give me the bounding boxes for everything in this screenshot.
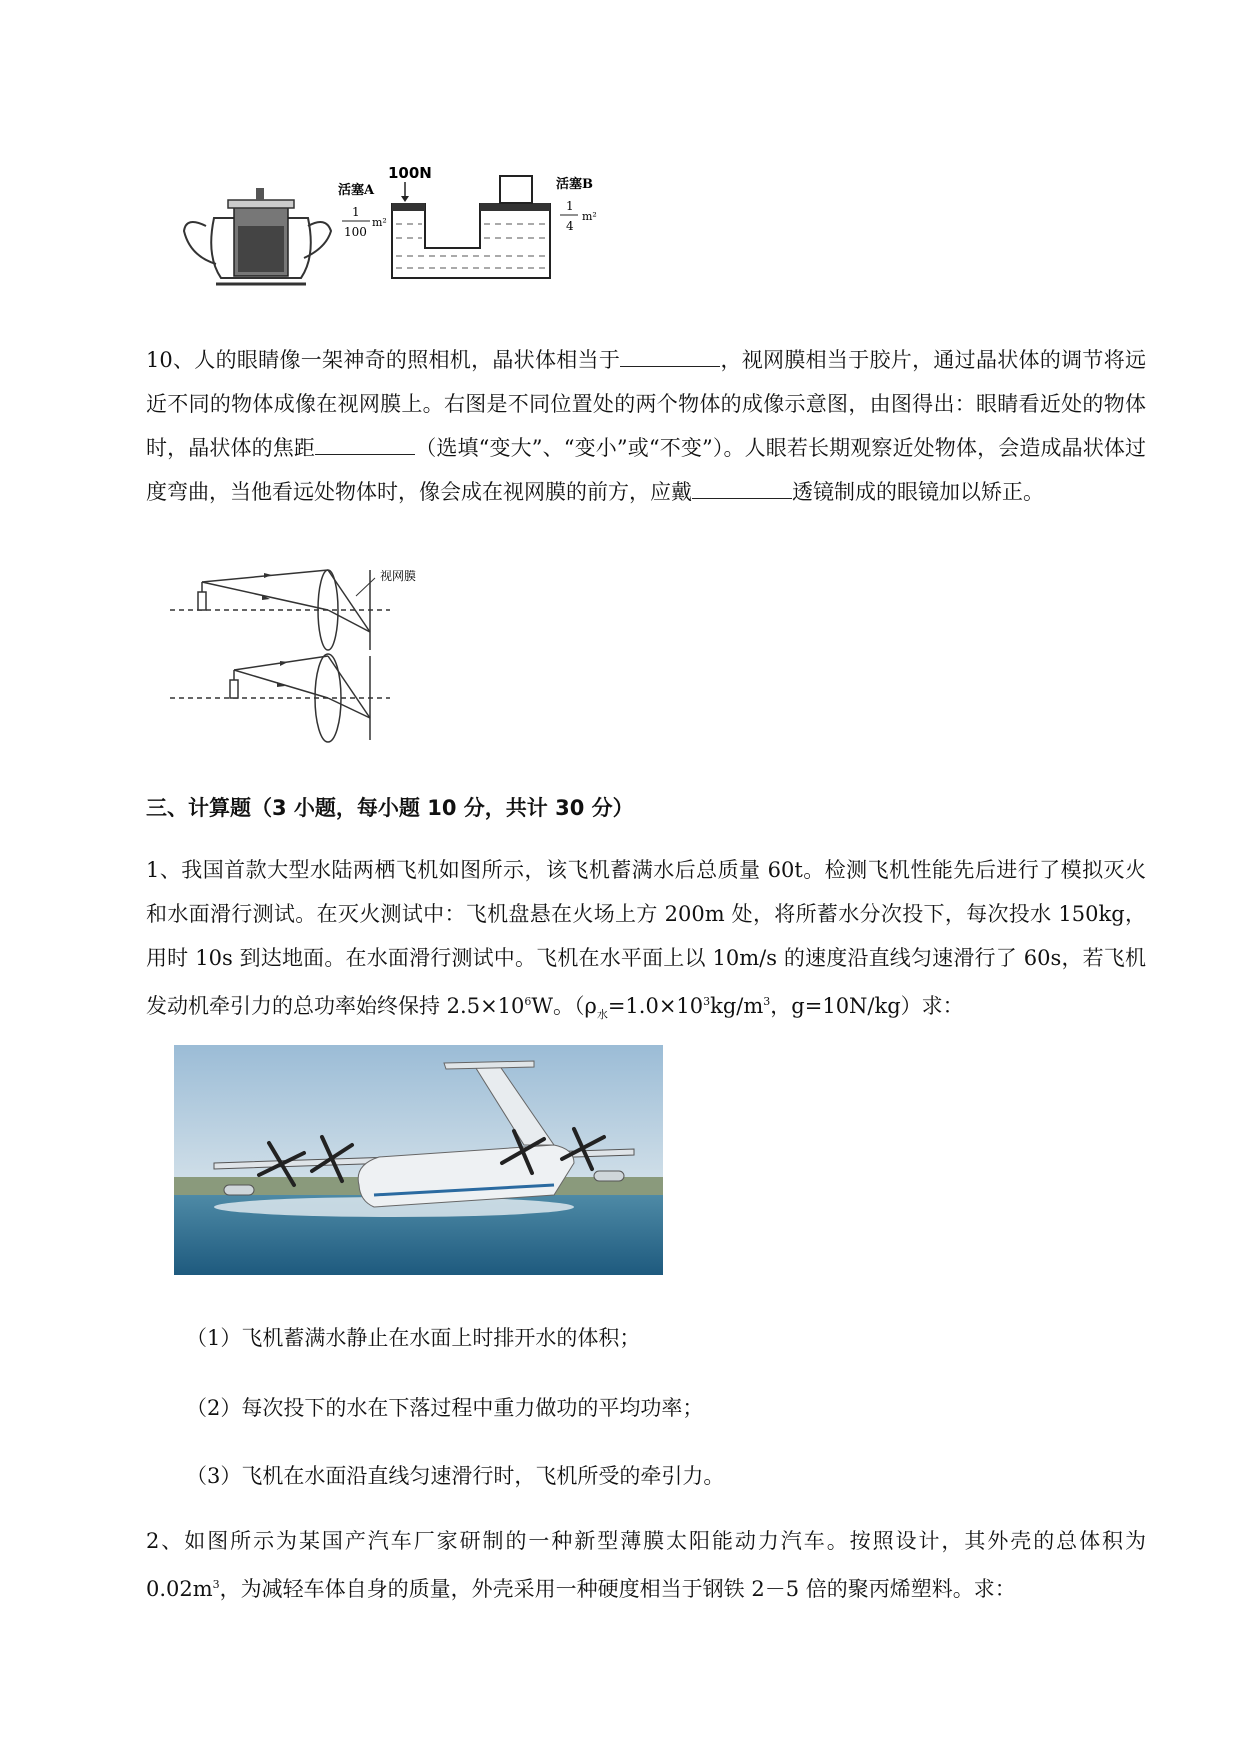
eye-ray-diagram	[170, 568, 430, 748]
q2-text-1: 2、如图所示为某国产汽车厂家研制的一种新型薄膜太阳能动力汽车。按照设计，其外壳的总体积为 0.02m	[146, 1529, 1146, 1601]
q1-sub-1: （1）飞机蓄满水静止在水面上时排开水的体积；	[186, 1326, 641, 1350]
q1-text-2: W。（ρ	[531, 994, 597, 1018]
q2-text-2: ，为减轻车体自身的质量，外壳采用一种硬度相当于钢铁 2－5 倍的聚丙烯塑料。求：	[219, 1577, 1016, 1601]
piston-a-unit: m²	[372, 216, 387, 229]
q10-text-4: 透镜制成的眼镜加以矫正。	[792, 480, 1044, 504]
piston-b-label: 活塞B	[556, 177, 593, 192]
q10-text-2: ，视网膜相当于胶片，通过晶状体的调节将远近不同的物体成像在视网膜上。右图是不同位置处的两个物体的成像示意图，由图得出：眼睛看近处的物体时，晶状体的焦距	[146, 348, 1146, 460]
q10-text-1: 10、人的眼睛像一架神奇的照相机，晶状体相当于	[146, 348, 621, 372]
weight-label: 100N	[388, 164, 432, 182]
q1-text-1: 1、我国首款大型水陆两栖飞机如图所示，该飞机蓄满水后总质量 60t。检测飞机性能先后进行了模拟灭火和水面滑行测试。在灭火测试中：飞机盘悬在火场上方 200m 处，将所蓄水分次投下，每次投水 150kg，用时 10s 到达地面。在水面滑行测试中。飞机在水平面上以 10m/s 的速度沿直线匀速滑行了 60s，若飞机发动机牵引力的总功率始终保持 2.5×10	[146, 858, 1146, 1018]
piston-b-weight	[500, 176, 532, 203]
seaplane-photo	[174, 1045, 663, 1275]
piston-a-area-num: 1	[352, 205, 360, 219]
q1-sub-2: （2）每次投下的水在下落过程中重力做功的平均功率；	[186, 1396, 704, 1420]
piston-b-unit: m²	[582, 210, 597, 223]
question-1	[146, 848, 1146, 1037]
q1-text-3: =1.0×10	[607, 994, 704, 1018]
piston-b-area-num: 1	[566, 199, 574, 213]
hydraulic-figure	[330, 158, 620, 298]
q1-text-5: ，g=10N/kg）求：	[770, 994, 964, 1018]
retina-label: 视网膜	[380, 569, 417, 583]
answer-blank-1[interactable]	[620, 344, 720, 367]
teapot-figure	[176, 186, 346, 296]
answer-blank-3[interactable]	[692, 476, 792, 499]
question-10	[146, 338, 1146, 514]
question-2	[146, 1519, 1146, 1611]
piston-a	[392, 203, 425, 211]
piston-b	[480, 203, 550, 211]
q1-exp-2: 3	[703, 995, 711, 1008]
answer-blank-2[interactable]	[315, 432, 415, 455]
section-heading: 三、计算题（3 小题，每小题 10 分，共计 30 分）	[146, 796, 634, 820]
q2-exp-1: 3	[212, 1578, 220, 1591]
q1-sub-3: （3）飞机在水面沿直线匀速滑行时，飞机所受的牵引力。	[186, 1464, 725, 1488]
q1-exp-3: 3	[763, 995, 771, 1008]
q1-exp-1: 6	[524, 995, 532, 1008]
q10-text-3: （选填“变大”、“变小”或“不变”）。人眼若长期观察近处物体，会造成晶状体过度弯曲，当他看远处物体时，像会成在视网膜的前方，应戴	[146, 436, 1146, 504]
q1-text-4: kg/m	[710, 994, 764, 1018]
piston-a-label: 活塞A	[338, 183, 375, 198]
piston-a-area-den: 100	[344, 225, 367, 239]
piston-b-area-den: 4	[566, 219, 574, 233]
q1-sub-water: 水	[596, 1008, 608, 1022]
